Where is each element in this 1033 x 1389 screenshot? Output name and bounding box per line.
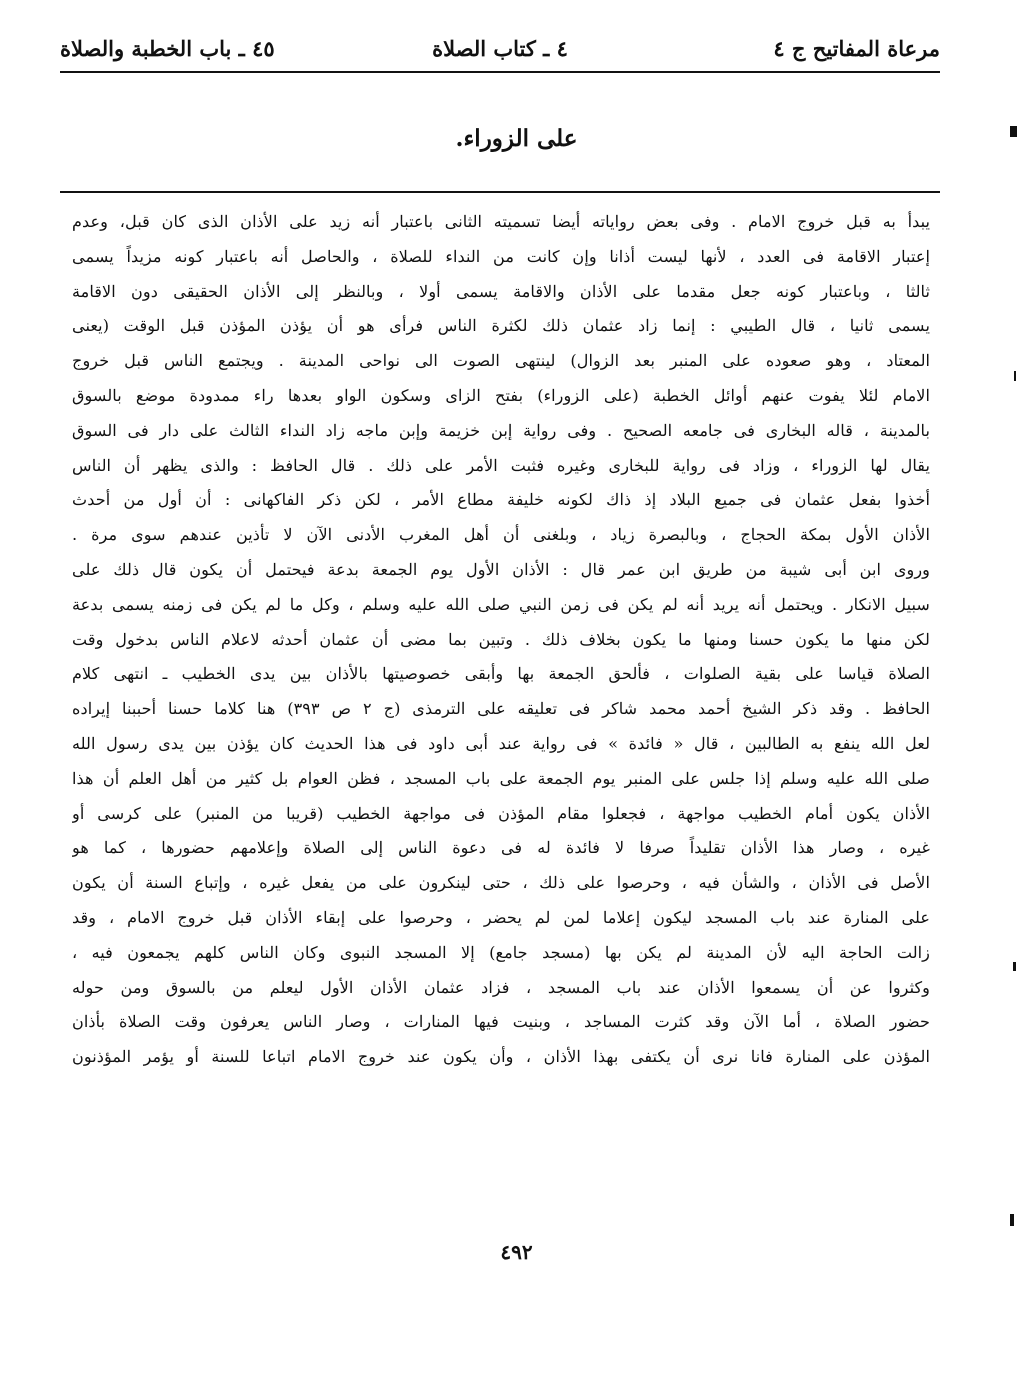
body-line: حضور الصلاة ، أما الآن وقد كثرت المساجد ، وبنيت فيها المنارات ، وصار الناس يعرفون وقت الصلاة بأذان xyxy=(72,1012,930,1032)
scan-mark xyxy=(1014,371,1016,381)
scan-mark xyxy=(1010,1214,1014,1226)
body-line: الأذان يكون أمام الخطيب مواجهة ، فجعلوا مقام المؤذن فى مواجهة الخطيب (قريبا من المنبر) على كرسى أو xyxy=(72,803,930,823)
header-chapter: ٤ ـ كتاب الصلاة xyxy=(432,36,568,61)
body-line: بالمدينة ، قاله البخارى فى جامعه الصحيح . وفى رواية إبن خزيمة وإبن ماجه زاد النداء الثالث على دار فى السوق xyxy=(72,420,930,440)
body-line: وروى ابن أبى شيبة من طريق ابن عمر قال : الأذان الأول يوم الجمعة بدعة فيحتمل أن يكون قال ذلك على xyxy=(72,559,930,579)
body-line: وكثروا عن أن يسمعوا الأذان عند باب المسجد ، فزاد عثمان الأذان الأول ليعلم من بالسوق ومن حوله xyxy=(72,977,930,997)
scan-mark xyxy=(1013,962,1016,971)
body-line: الامام لئلا يفوت عنهم أوائل الخطبة (على الزوراء) بفتح الزاى وسكون الواو بعدها راء ممدودة موضع بالسوق xyxy=(72,385,930,405)
body-line: الصلاة قياسا على بقية الصلوات ، فألحق الجمعة بها وأبقى خصوصيتها بالأذان بين يدى الخطيب ـ انتهى كلام xyxy=(72,664,930,684)
body-line: يقال لها الزوراء ، وزاد فى رواية للبخارى وغيره فثبت الأمر على ذلك . قال الحافظ : والذى يظهر أن الناس xyxy=(72,455,930,475)
header-section: ٤٥ ـ باب الخطبة والصلاة xyxy=(60,36,275,61)
running-header xyxy=(60,28,940,68)
body-line: المؤذن على المنارة فانا نرى أن يكتفى بهذا الأذان ، وأن يكون عند خروج الامام اتباعا للسنة أو يؤمر المؤذنون xyxy=(72,1047,930,1067)
text-divider-rule xyxy=(60,191,940,193)
continued-heading: على الزوراء. xyxy=(455,125,578,152)
body-line: الأصل فى الأذان ، والشأن فيه ، وحرصوا على ذلك ، حتى لينكرون على من يفعل غيره ، وإتباع السنة أن يكون xyxy=(72,873,930,893)
body-line: غيره ، وصار هذا الأذان تقليداً صرفا لا فائدة له فى دعوة الناس إلى الصلاة وإعلامهم حضورها ، كما هو xyxy=(72,838,930,858)
body-line: يسمى ثانيا ، قال الطيبي : إنما زاد عثمان ذلك لكثرة الناس فرأى هو أن يؤذن المؤذن قبل الوقت (يعنى xyxy=(72,316,930,336)
body-line: المعتاد ، وهو صعوده على المنبر بعد الزوال) لينتهى الصوت الى نواحى المدينة . ويجتمع الناس قبل خروج xyxy=(72,351,930,371)
body-line: زالت الحاجة اليه لأن المدينة لم يكن بها (مسجد جامع) إلا المسجد النبوى وكان الناس كلهم يجمعون فيه ، xyxy=(72,942,930,962)
body-line: الأذان الأول بمكة الحجاج ، وبالبصرة زياد ، وبلغنى أن أهل المغرب الأدنى الآن لا تأذين عندهم سوى مرة . xyxy=(72,525,930,545)
body-line: لعل الله ينفع به الطالبين ، قال « فائدة » فى رواية عند أبى داود فى هذا الحديث كان يؤذن بين يدى رسول الله xyxy=(72,733,930,753)
body-line: ثالثا ، وباعتبار كونه جعل مقدما على الأذان والاقامة يسمى أولا ، وبالنظر إلى الأذان الحقيقى دون الاقامة xyxy=(72,281,930,301)
body-line: الحافظ . وقد ذكر الشيخ أحمد محمد شاكر فى تعليقه على الترمذى (ج ٢ ص ٣٩٣) هنا كلاما حسنا أحببنا إيراده xyxy=(72,699,930,719)
body-line: لكن منها ما يكون حسنا ومنها ما يكون بخلاف ذلك . وتبين بما مضى أن عثمان أحدثه لاعلام الناس بدخول وقت xyxy=(72,629,930,649)
body-line: يبدأ به قبل خروج الامام . وفى بعض رواياته أيضا تسميته الثانى باعتبار أنه زيد على الأذان الذى كان قبل، وعدم xyxy=(72,212,930,231)
body-line: على المنارة عند باب المسجد ليكون إعلاما لمن لم يحضر ، وحرصوا على إبقاء الأذان قبل خروج الامام ، وقد xyxy=(72,907,930,927)
scan-mark xyxy=(1010,126,1017,137)
header-book-title: مرعاة المفاتيح ج ٤ xyxy=(773,36,940,61)
header-rule xyxy=(60,71,940,73)
body-line: أخذوا بفعل عثمان فى جميع البلاد إذ ذاك لكونه خليفة مطاع الأمر ، لكن ذكر الفاكهانى : أن أول من أحدث xyxy=(72,490,930,510)
body-line: سبيل الانكار . ويحتمل أنه يريد أنه لم يكن فى زمن النبي صلى الله عليه وسلم ، وكل ما لم يكن فى زمنه يسمى بدعة xyxy=(72,594,930,614)
body-text xyxy=(72,205,930,1075)
page-number: ٤٩٢ xyxy=(500,1240,533,1264)
body-line: إعتبار الاقامة فى العدد ، لأنها ليست أذانا وإن كانت من النداء للصلاة ، والحاصل أنه باعتبار كونه مزيداً يسمى xyxy=(72,246,930,266)
body-line: صلى الله عليه وسلم إذا جلس على المنبر يوم الجمعة على باب المسجد ، فظن العوام بل كثير من أهل العلم أن هذا xyxy=(72,768,930,788)
